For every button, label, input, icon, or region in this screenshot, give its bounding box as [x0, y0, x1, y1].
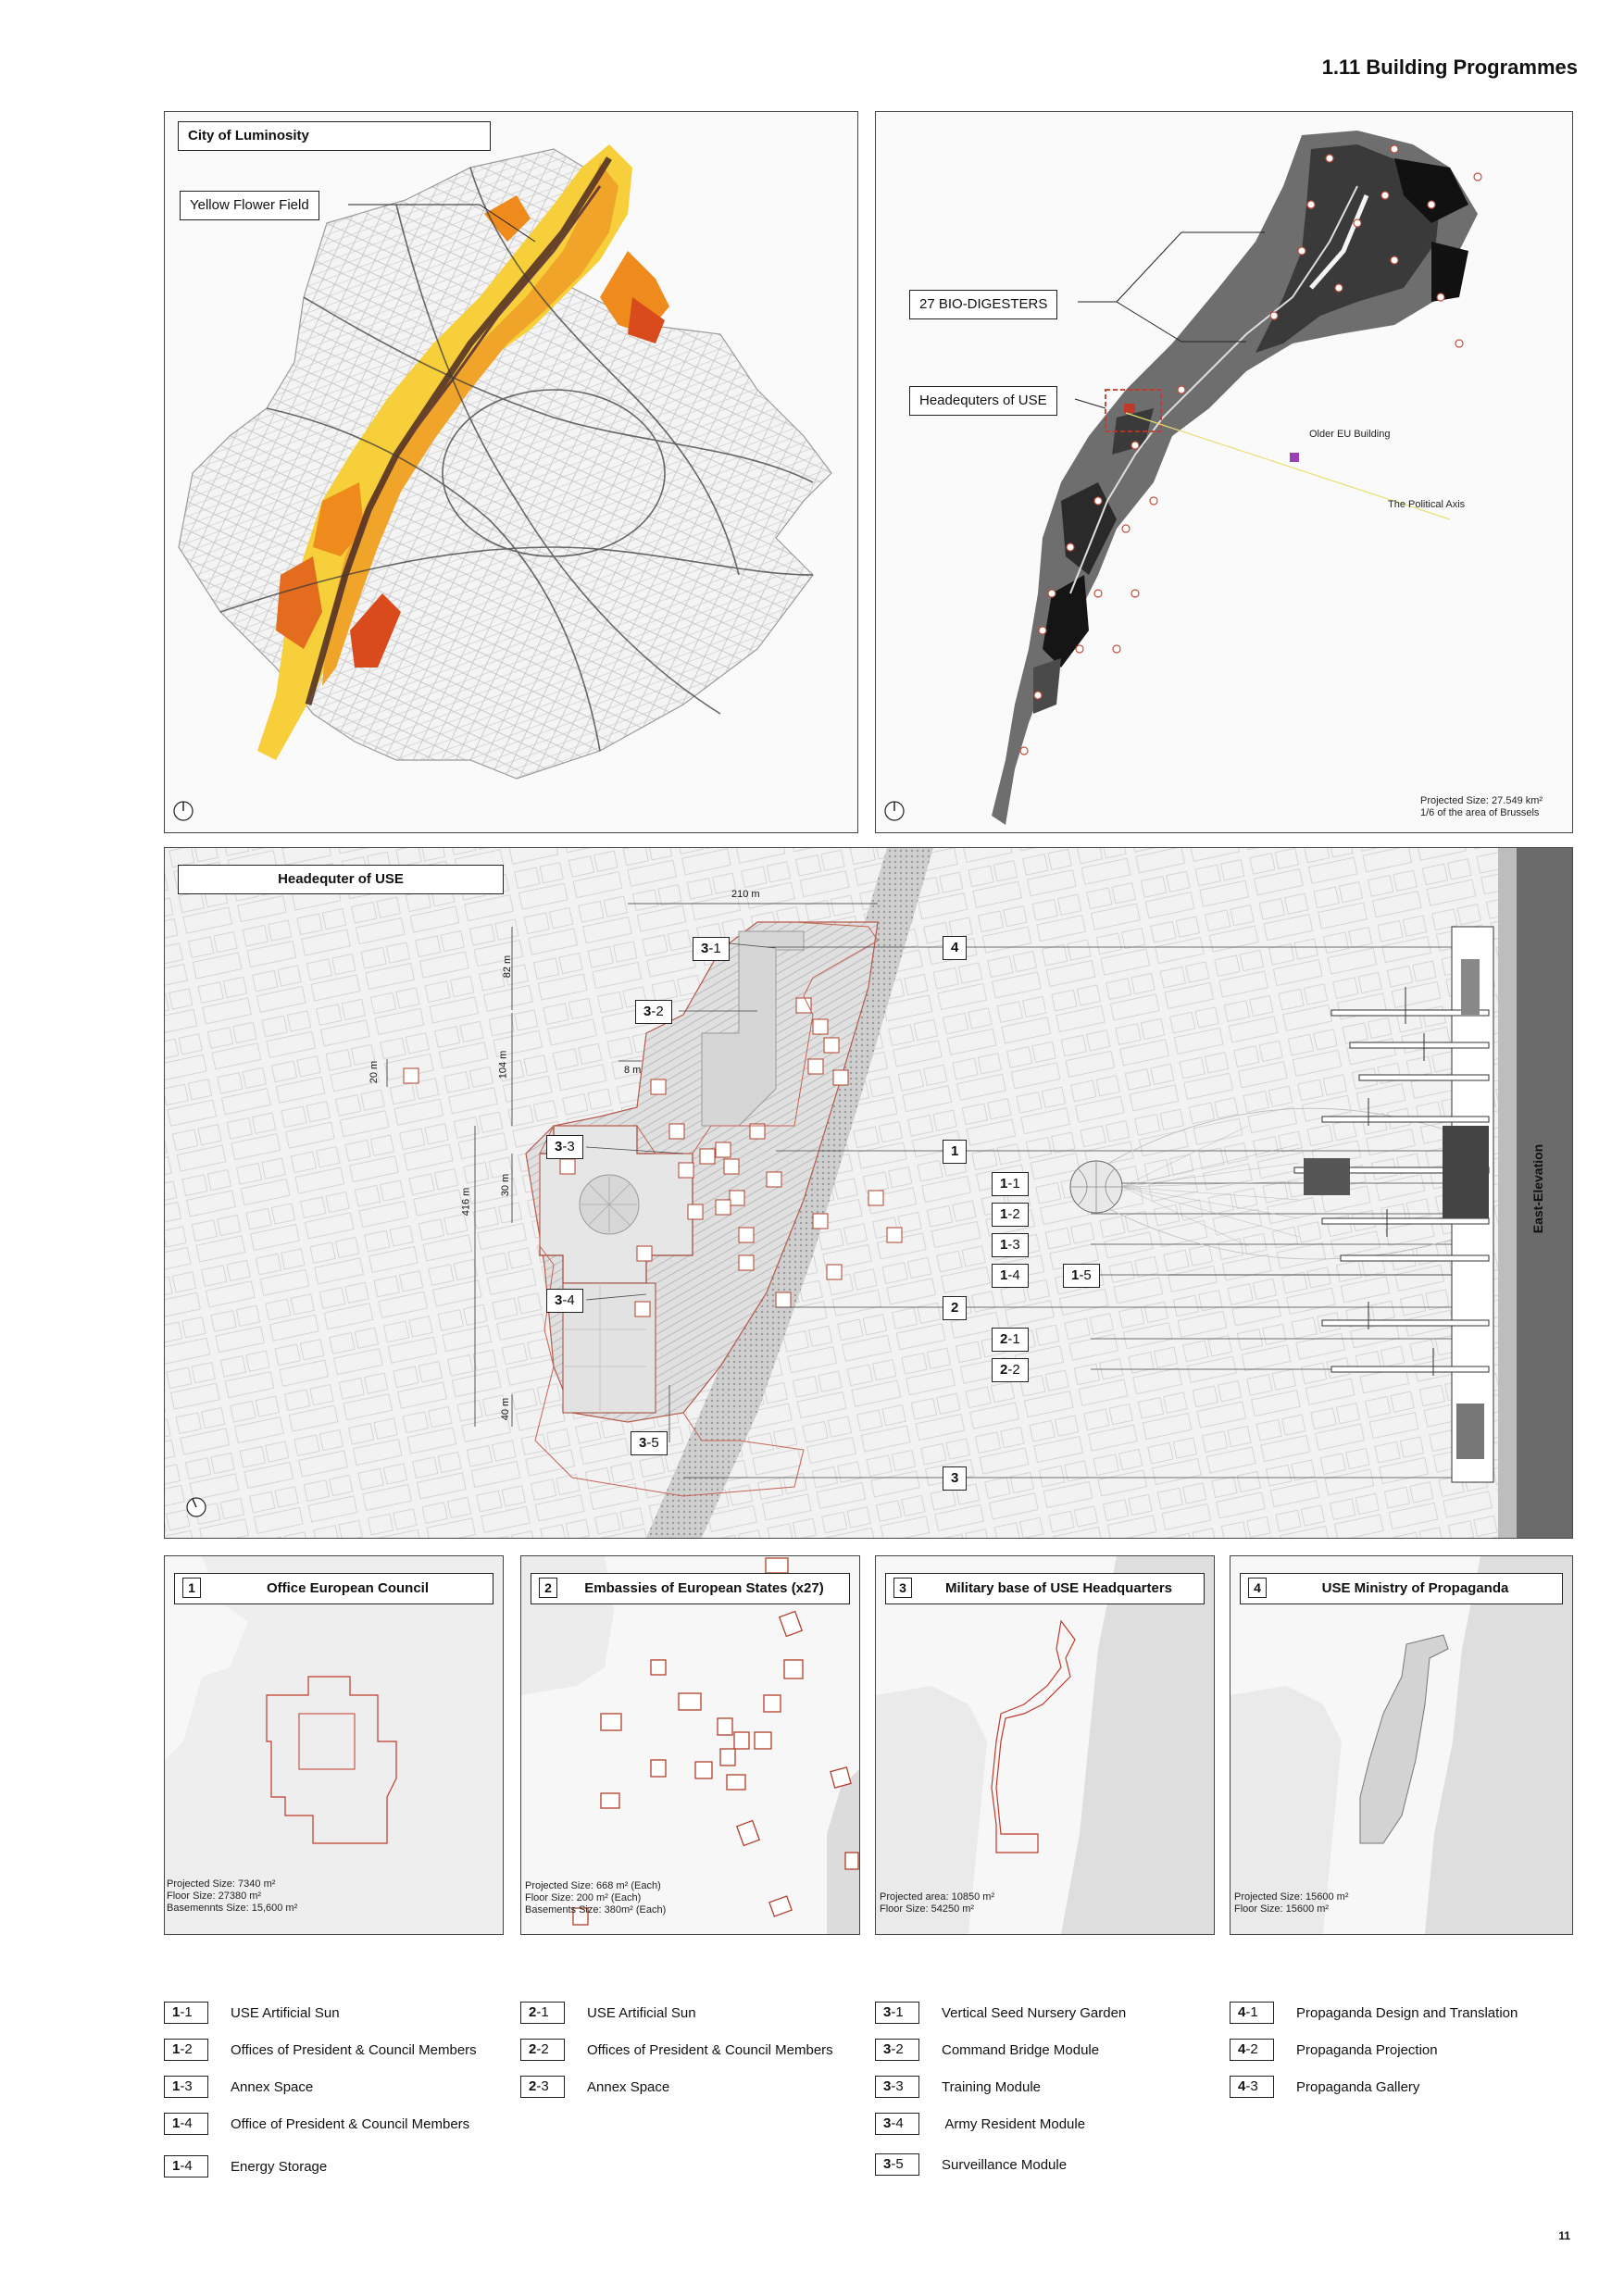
legend-label: Office of President & Council Members — [231, 2115, 470, 2132]
legend-label: USE Artificial Sun — [231, 2004, 340, 2021]
card-1-stat: Projected Size: 7340 m² — [167, 1878, 276, 1890]
card-2-stat: Floor Size: 200 m² (Each) — [525, 1892, 642, 1903]
legend-code — [164, 2002, 208, 2024]
legend-item — [164, 2039, 477, 2061]
card-4-stat: Floor Size: 15600 m² — [1234, 1903, 1330, 1915]
legend-item — [875, 2113, 1085, 2135]
legend-code — [875, 2113, 919, 2135]
yellow-field-callout: Yellow Flower Field — [180, 191, 319, 220]
legend-code — [875, 2076, 919, 2098]
legend-label: Energy Storage — [231, 2158, 328, 2175]
tag-2-1: 2-1 — [992, 1328, 1029, 1352]
legend-code-suffix: -2 — [180, 2041, 193, 2057]
card-2-stats — [525, 1880, 666, 1916]
legend-code-suffix: -3 — [536, 2078, 549, 2094]
card-1-title: Office European Council — [266, 1580, 430, 1596]
legend-code-primary: 3 — [883, 2156, 892, 2172]
dim-8: 8 m — [624, 1065, 642, 1076]
legend-code-suffix: -1 — [180, 2004, 193, 2020]
legend-code — [520, 2002, 565, 2024]
legend-item — [1230, 2076, 1419, 2098]
legend-code-primary: 3 — [883, 2004, 892, 2020]
card-embassies — [520, 1555, 860, 1935]
legend-code — [164, 2076, 208, 2098]
legend-code-primary: 1 — [172, 2078, 181, 2094]
legend-code — [1230, 2076, 1274, 2098]
tag-1: 1 — [943, 1140, 967, 1164]
card-3-title: Military base of USE Headquarters — [944, 1580, 1173, 1596]
card-military-base — [875, 1555, 1215, 1935]
legend-code-primary: 2 — [529, 2041, 537, 2057]
legend-code — [1230, 2002, 1274, 2024]
dim-40: 40 m — [500, 1397, 512, 1421]
legend-code-primary: 2 — [529, 2004, 537, 2020]
propaganda-plan-drawing — [1230, 1556, 1572, 1934]
legend-item — [520, 2039, 833, 2061]
legend-code-suffix: -1 — [536, 2004, 549, 2020]
card-1-header — [174, 1573, 493, 1604]
legend-code-primary: 2 — [529, 2078, 537, 2094]
tag-1-4: 1-4 — [992, 1264, 1029, 1288]
military-outline — [992, 1621, 1075, 1853]
legend-code — [1230, 2039, 1274, 2061]
bio-digesters-callout: 27 BIO-DIGESTERS — [909, 290, 1057, 319]
card-4-header — [1240, 1573, 1563, 1604]
legend-code-primary: 3 — [883, 2078, 892, 2094]
tag-1-1: 1-1 — [992, 1172, 1029, 1196]
dim-30: 30 m — [500, 1173, 512, 1197]
legend-code-suffix: -2 — [536, 2041, 549, 2057]
legend-code-primary: 4 — [1238, 2041, 1246, 2057]
legend-code-suffix: -3 — [891, 2078, 904, 2094]
card-3-stat: Floor Size: 54250 m² — [880, 1903, 975, 1915]
legend-code — [875, 2002, 919, 2024]
card-4-stat: Projected Size: 15600 m² — [1234, 1891, 1349, 1903]
card-3-number: 3 — [893, 1578, 912, 1598]
card-office-european-council — [164, 1555, 504, 1935]
legend-label: Annex Space — [231, 2078, 314, 2095]
card-3-stats — [880, 1891, 994, 1915]
legend-code — [520, 2076, 565, 2098]
legend-code — [164, 2155, 208, 2177]
legend-code — [875, 2039, 919, 2061]
card-4-number: 4 — [1248, 1578, 1267, 1598]
legend-item — [164, 2076, 313, 2098]
legend-item — [164, 2002, 340, 2024]
legend-code — [164, 2039, 208, 2061]
tag-1-2: 1-2 — [992, 1203, 1029, 1227]
projected-size-stat: Projected Size: 27.549 km² — [1420, 795, 1543, 806]
legend-item — [875, 2039, 1099, 2061]
hq-plan-label: Headequter of USE — [178, 865, 504, 894]
legend-code — [164, 2113, 208, 2135]
propaganda-outline — [1360, 1635, 1448, 1843]
card-2-number: 2 — [539, 1578, 557, 1598]
legend-code-suffix: -2 — [891, 2041, 904, 2057]
legend-code-primary: 3 — [883, 2041, 892, 2057]
legend-code-primary: 3 — [883, 2115, 892, 2131]
card-2-title: Embassies of European States (x27) — [584, 1580, 824, 1596]
legend-label: Army Resident Module — [942, 2115, 1086, 2132]
dim-104: 104 m — [497, 1050, 509, 1079]
tag-3-4: 3-4 — [546, 1289, 583, 1313]
legend-item — [875, 2153, 1067, 2176]
tag-2: 2 — [943, 1296, 967, 1320]
legend-label: Propaganda Gallery — [1296, 2078, 1420, 2095]
page-number: 11 — [1558, 2229, 1570, 2242]
legend-item — [1230, 2039, 1438, 2061]
legend-item — [520, 2076, 669, 2098]
legend-item — [520, 2002, 696, 2024]
tag-3-3: 3-3 — [546, 1135, 583, 1159]
older-eu-building-icon — [1290, 453, 1299, 462]
dim-210: 210 m — [731, 889, 760, 900]
card-4-title: USE Ministry of Propaganda — [1321, 1580, 1509, 1596]
tag-3-1: 3-1 — [693, 937, 730, 961]
legend-code-primary: 4 — [1238, 2078, 1246, 2094]
legend-item — [875, 2076, 1041, 2098]
card-1-stat: Basemennts Size: 15,600 m² — [167, 1903, 298, 1914]
hq-plan-panel — [164, 847, 1573, 1539]
card-4-stats — [1234, 1891, 1349, 1915]
legend-item — [164, 2113, 469, 2135]
legend-code-primary: 4 — [1238, 2004, 1246, 2020]
legend-code — [520, 2039, 565, 2061]
legend-code-suffix: -4 — [180, 2115, 193, 2131]
council-plan-drawing — [165, 1556, 503, 1934]
tag-2-2: 2-2 — [992, 1358, 1029, 1382]
legend-label: Training Module — [942, 2078, 1041, 2095]
card-1-number: 1 — [182, 1578, 201, 1598]
legend-code-primary: 1 — [172, 2158, 181, 2174]
dim-20: 20 m — [369, 1060, 381, 1084]
card-3-stat: Projected area: 10850 m² — [880, 1891, 995, 1903]
legend-code-suffix: -5 — [891, 2156, 904, 2172]
legend-item — [875, 2002, 1126, 2024]
legend-code — [875, 2153, 919, 2176]
legend-item — [1230, 2002, 1518, 2024]
legend-label: Offices of President & Council Members — [231, 2041, 477, 2058]
legend-code-suffix: -4 — [180, 2158, 193, 2174]
legend-code-suffix: -1 — [1245, 2004, 1258, 2020]
legend-label: Propaganda Design and Translation — [1296, 2004, 1518, 2021]
legend-code-primary: 1 — [172, 2041, 181, 2057]
legend-label: Offices of President & Council Members — [587, 2041, 833, 2058]
biodigester-map-panel — [875, 111, 1573, 833]
military-plan-drawing — [876, 1556, 1214, 1934]
card-3-header — [885, 1573, 1205, 1604]
legend-code-primary: 1 — [172, 2115, 181, 2131]
embassies-plan-drawing — [521, 1556, 859, 1934]
legend-label: Surveillance Module — [942, 2156, 1068, 2173]
tag-1-3: 1-3 — [992, 1233, 1029, 1257]
legend-label: Command Bridge Module — [942, 2041, 1100, 2058]
page-title: 1.11 Building Programmes — [1321, 56, 1578, 79]
legend-label: USE Artificial Sun — [587, 2004, 696, 2021]
legend-item — [164, 2155, 327, 2177]
area-ratio-stat: 1/6 of the area of Brussels — [1420, 807, 1540, 818]
tag-3-5: 3-5 — [631, 1431, 668, 1455]
older-eu-label: Older EU Building — [1309, 429, 1391, 440]
tag-3-2: 3-2 — [635, 1000, 672, 1024]
embassy-icons — [573, 1558, 858, 1925]
biodigester-map-drawing — [876, 112, 1572, 832]
legend-code-suffix: -1 — [891, 2004, 904, 2020]
east-elevation-label: East-Elevation — [1530, 1143, 1546, 1234]
political-axis-label: The Political Axis — [1388, 499, 1466, 510]
city-map-label: City of Luminosity — [178, 121, 491, 151]
dim-82: 82 m — [502, 955, 514, 979]
dim-416: 416 m — [460, 1187, 472, 1217]
legend-label: Propaganda Projection — [1296, 2041, 1438, 2058]
hq-callout: Headequters of USE — [909, 386, 1057, 416]
tag-3: 3 — [943, 1466, 967, 1491]
legend-code-primary: 1 — [172, 2004, 181, 2020]
city-map-panel — [164, 111, 858, 833]
legend-code-suffix: -3 — [180, 2078, 193, 2094]
legend-code-suffix: -2 — [1245, 2041, 1258, 2057]
legend-code-suffix: -3 — [1245, 2078, 1258, 2094]
tag-4: 4 — [943, 936, 967, 960]
card-2-header — [531, 1573, 850, 1604]
card-1-stats — [167, 1878, 297, 1915]
tag-1-5: 1-5 — [1063, 1264, 1100, 1288]
legend-label: Vertical Seed Nursery Garden — [942, 2004, 1127, 2021]
card-propaganda-ministry — [1230, 1555, 1573, 1935]
hq-plan-drawing — [165, 848, 1572, 1538]
map-stats — [1420, 795, 1543, 819]
legend-label: Annex Space — [587, 2078, 670, 2095]
legend-code-suffix: -4 — [891, 2115, 904, 2131]
card-2-stat: Projected Size: 668 m² (Each) — [525, 1880, 661, 1891]
card-2-stat: Basements Size: 380m² (Each) — [525, 1904, 667, 1915]
card-1-stat: Floor Size: 27380 m² — [167, 1890, 262, 1902]
